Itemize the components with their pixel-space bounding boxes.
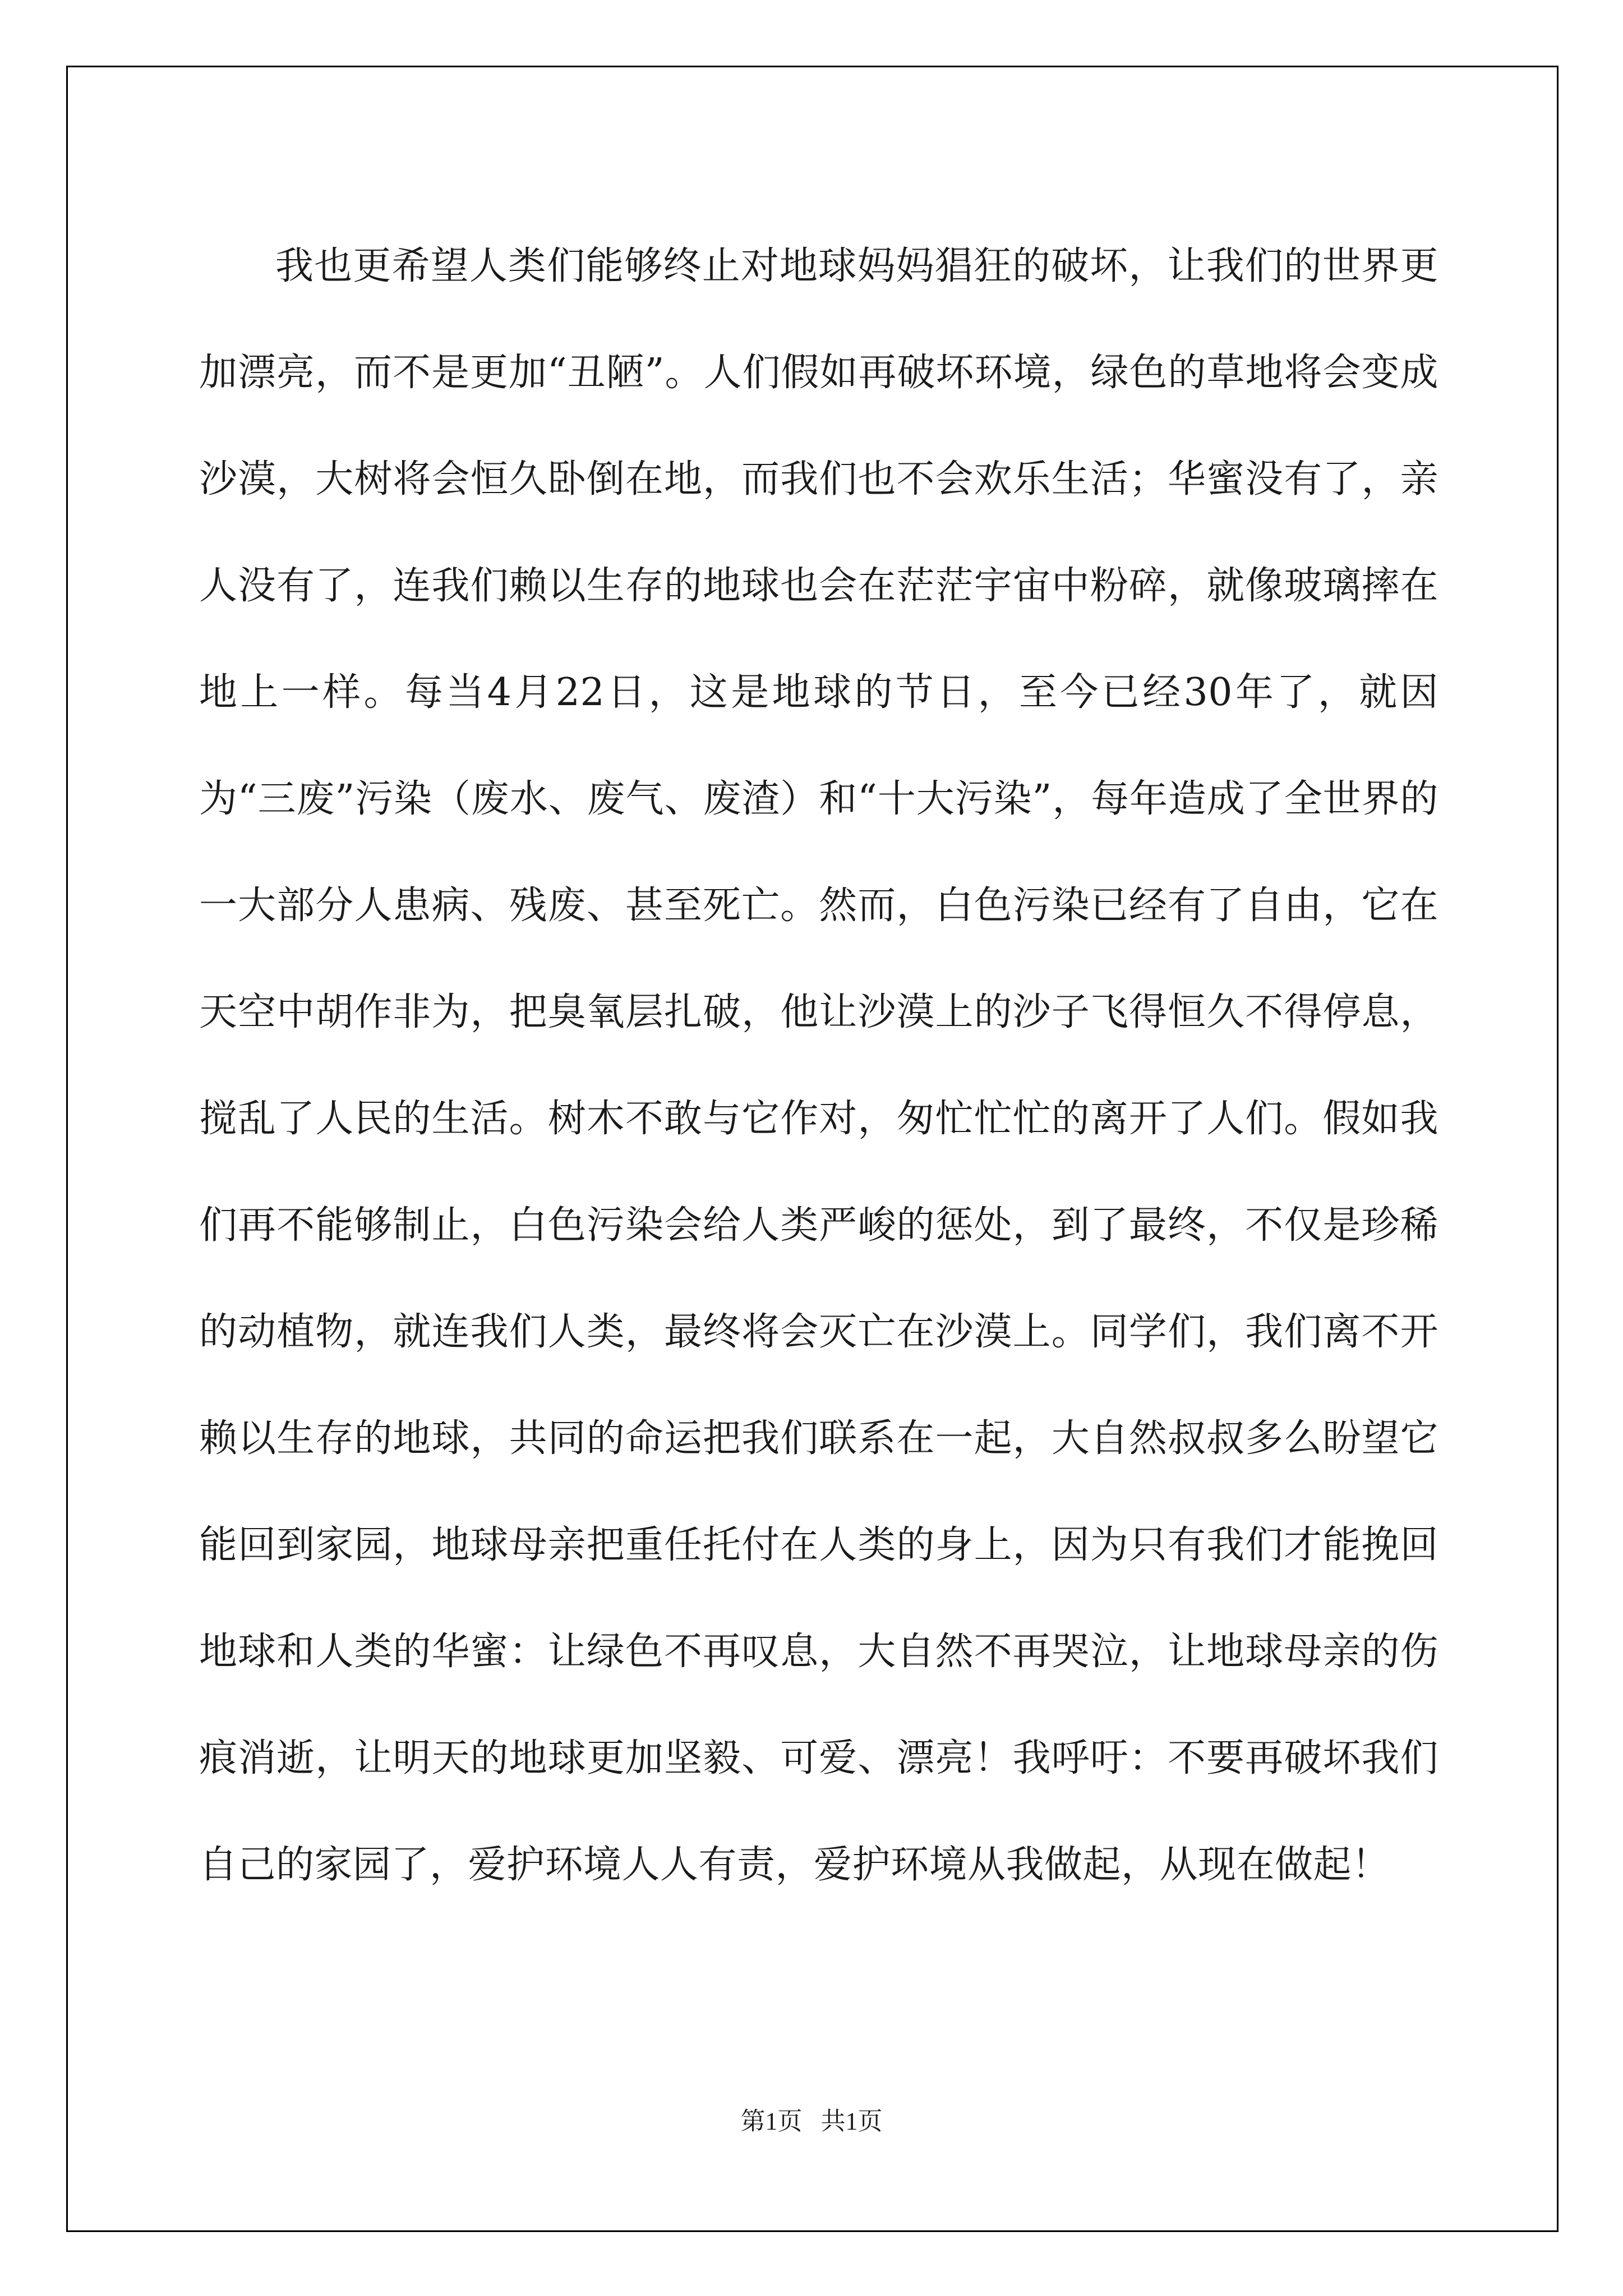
body-paragraph: 我也更希望人类们能够终止对地球妈妈猖狂的破坏，让我们的世界更加漂亮，而不是更加“丑陋”。人们假如再破坏环境，绿色的草地将会变成沙漠，大树将会恒久卧倒在地，而我们也不会欢乐生活；华蜜没有了，亲人没有了，连我们赖以生存的地球也会在茫茫宇宙中粉碎，就像玻璃摔在地上一样。每当4月22日，这是地球的节日，至今已经30年了，就因为“三废”污染（废水、废气、废渣）和“十大污染”，每年造成了全世界的一大部分人患病、残废、甚至死亡。然而，白色污染已经有了自由，它在天空中胡作非为，把臭氧层扎破，他让沙漠上的沙子飞得恒久不得停息，搅乱了人民的生活。树木不敢与它作对，匆忙忙忙的离开了人们。假如我们再不能够制止，白色污染会给人类严峻的惩处，到了最终，不仅是珍稀的动植物，就连我们人类，最终将会灭亡在沙漠上。同学们，我们离不开赖以生存的地球，共同的命运把我们联系在一起，大自然叔叔多么盼望它能回到家园，地球母亲把重任托付在人类的身上，因为只有我们才能挽回地球和人类的华蜜：让绿色不再叹息，大自然不再哭泣，让地球母亲的伤痕消逝，让明天的地球更加坚毅、可爱、漂亮！我呼吁：不要再破坏我们自己的家园了，爱护环境人人有责，爱护环境从我做起，从现在做起！ — [199, 244, 1438, 1887]
page-footer: 第1页 共1页 — [740, 2108, 883, 2135]
